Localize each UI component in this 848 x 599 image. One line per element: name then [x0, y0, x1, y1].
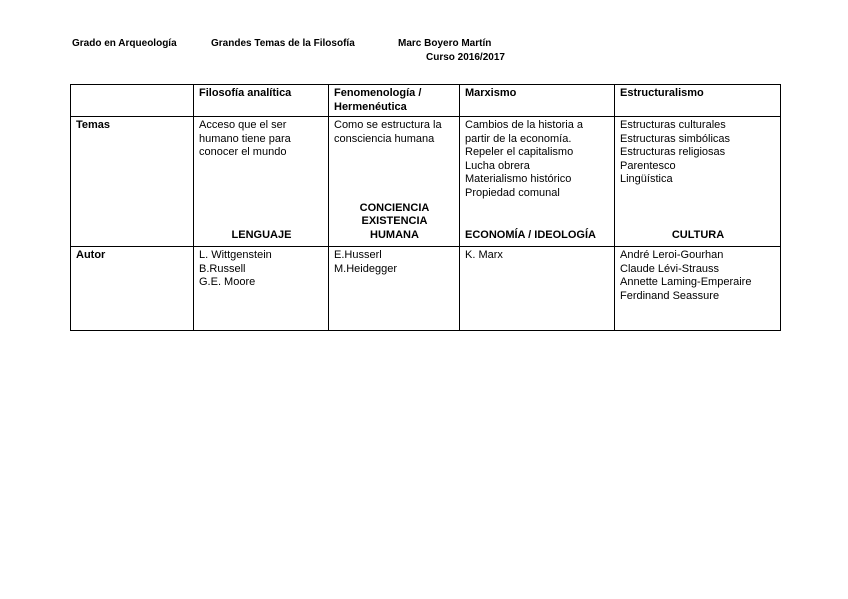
column-header-fenomenologia: Fenomenología / Hermenéutica	[329, 85, 460, 117]
cell-autor-estructuralismo	[615, 247, 781, 331]
author-item: L. Wittgenstein	[199, 249, 272, 261]
column-header-marxismo: Marxismo	[460, 85, 615, 117]
cell-autor-fenomenologia	[329, 247, 460, 331]
philosophy-table	[70, 84, 781, 331]
cell-line: Estructuras simbólicas	[620, 132, 731, 145]
table-row-autor	[71, 247, 781, 331]
author-item: G.E. Moore	[199, 276, 256, 288]
degree-title: Grado en Arqueología	[72, 38, 177, 49]
column-header-analitica: Filosofía analítica	[194, 85, 329, 117]
cell-line: Estructuras culturales	[620, 119, 726, 131]
cell-line: Repeler el capitalismo	[465, 146, 574, 158]
keyword-line: HUMANA	[370, 228, 419, 241]
author-name: Marc Boyero Martín	[398, 38, 492, 49]
author-item: K. Marx	[465, 249, 503, 261]
cell-temas-analitica	[194, 117, 329, 247]
header-row	[71, 85, 781, 117]
cell-autor-marxismo	[460, 247, 615, 331]
cell-line: Estructuras religiosas	[620, 146, 726, 158]
cell-temas-fenomenologia	[329, 117, 460, 247]
cell-line: partir de la economía.	[465, 132, 572, 145]
corner-cell	[71, 85, 194, 117]
cell-temas-marxismo	[460, 117, 615, 247]
keyword-conciencia	[334, 202, 455, 243]
keyword-lenguaje: LENGUAJE	[231, 228, 292, 241]
cell-line: Cambios de la historia a	[465, 119, 584, 131]
column-header-estructuralismo: Estructuralismo	[615, 85, 781, 117]
cell-line: Propiedad comunal	[465, 186, 560, 199]
cell-line: consciencia humana	[334, 132, 435, 145]
author-item: M.Heidegger	[334, 262, 397, 275]
author-item: Annette Laming-Emperaire	[620, 276, 752, 288]
author-item: Ferdinand Seassure	[620, 289, 720, 302]
cell-line: conocer el mundo	[199, 146, 287, 158]
academic-year: Curso 2016/2017	[426, 52, 505, 63]
row-label-temas: Temas	[71, 117, 194, 247]
keyword-cultura: CULTURA	[671, 228, 725, 241]
cell-line: Parentesco	[620, 159, 676, 172]
course-title: Grandes Temas de la Filosofía	[211, 38, 355, 49]
row-label-autor: Autor	[71, 247, 194, 331]
author-item: B.Russell	[199, 262, 246, 275]
cell-line: humano tiene para	[199, 132, 291, 145]
cell-temas-estructuralismo	[615, 117, 781, 247]
keyword-line: EXISTENCIA	[361, 215, 428, 227]
author-item: Claude Lévi-Strauss	[620, 262, 720, 275]
cell-line: Lucha obrera	[465, 159, 530, 172]
author-item: E.Husserl	[334, 249, 382, 261]
keyword-economia: ECONOMÍA / IDEOLOGÍA	[465, 228, 596, 241]
cell-line: Materialismo histórico	[465, 173, 572, 185]
author-item: André Leroi-Gourhan	[620, 249, 724, 261]
cell-line: Acceso que el ser	[199, 119, 287, 131]
keyword-line: CONCIENCIA	[359, 201, 430, 214]
cell-line: Como se estructura la	[334, 119, 442, 131]
table-row-temas	[71, 117, 781, 247]
cell-autor-analitica	[194, 247, 329, 331]
cell-line: Lingüística	[620, 173, 673, 185]
